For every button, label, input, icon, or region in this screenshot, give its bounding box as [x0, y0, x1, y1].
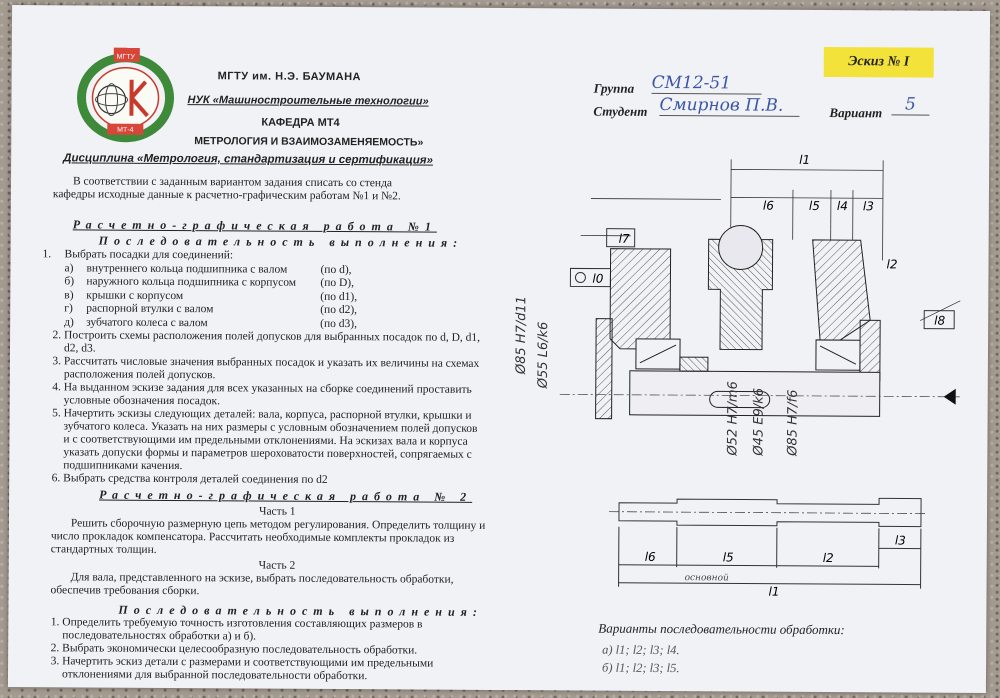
rgr1-steps: [41, 248, 502, 488]
sketch-badge: Эскиз № I: [824, 47, 934, 78]
student-value: Смирнов П.В.: [659, 95, 799, 117]
rgr1-step: 3. Рассчитать числовые значения выбранных посадок и указать их величины на схемах расположения полей допусков.: [64, 355, 484, 384]
fit-label-d3: Ø55 L6/k6: [535, 321, 552, 389]
fit-label-d1: Ø52 H7/m6: [725, 381, 741, 456]
rgr2-step: 3. Начертить эскиз детали с размерами и соответствующими им предельными отклонениями для выбранной последовательности обработки.: [62, 655, 492, 684]
dim-l8: l8: [934, 313, 946, 328]
rgr1-steps-list: [41, 329, 484, 488]
mgtu-emblem-logo: [71, 45, 180, 144]
rgr1-step: 2. Построить схемы расположения полей допусков для выбранных посадок по d, D, d1, d2, d3.: [64, 329, 484, 358]
fit-item: б) наружного кольца подшипника с корпусом (по D),: [64, 275, 355, 290]
department-code: КАФЕДРА МТ4: [261, 116, 340, 130]
part1-text: Решить сборочную размерную цепь методом регулирования. Определить толщину и число прокладок компенсатора. Рассчитать необходимые комплекты прокладок из стандартных толщин.: [50, 517, 486, 556]
shaft-sketch: [608, 487, 929, 599]
dim-l3: l3: [862, 199, 874, 214]
rgr1-step: 6. Выбрать средства контроля деталей соединения по d2: [63, 472, 483, 488]
shaft-dim-l3: l3: [894, 533, 906, 548]
variant-label: Вариант: [829, 105, 883, 121]
dim-l5: l5: [808, 198, 820, 213]
variant-a: а) l1; l2; l3; l4.: [602, 642, 680, 658]
university-name: МГТУ им. Н.Э. БАУМАНА: [217, 70, 362, 84]
rgr2-title: Расчетно-графическая работа № 2: [99, 487, 473, 504]
fit-label-D: Ø85 H7/f6: [785, 389, 801, 456]
rgr1-step: 4. На выданном эскизе задания для всех указанных на сборке соединений проставить условные обозначения посадок.: [64, 381, 484, 410]
shaft-dim-l1: l1: [768, 584, 780, 599]
fit-label-d2: Ø45 E9/k6: [751, 387, 767, 456]
dim-l1: l1: [799, 152, 811, 167]
shaft-note: основной: [684, 573, 729, 584]
dim-l6: l6: [762, 198, 774, 213]
fit-list: [42, 262, 502, 332]
variant-value: 5: [891, 94, 929, 115]
student-label: Студент: [593, 103, 648, 119]
rgr1-step-1: 1. Выбрать посадки для соединений:: [42, 248, 234, 262]
fit-item: а) внутреннего кольца подшипника с валом (по d),: [64, 261, 352, 276]
research-center: НУК «Машиностроительные технологии»: [187, 94, 429, 108]
rgr2-step: 2. Выбрать экономически целесообразную последовательность обработки.: [62, 642, 492, 658]
variant-b: б) l1; l2; l3; l5.: [602, 660, 680, 676]
fit-label-d: Ø85 H7/d11: [513, 295, 530, 375]
fit-item: д) зубчатого колеса с валом (по d3),: [64, 315, 358, 330]
fit-item: в) крышки с корпусом (по d1),: [64, 288, 358, 303]
group-label: Группа: [593, 80, 635, 96]
part1-title: Часть 1: [258, 505, 296, 518]
dim-l4: l4: [836, 199, 848, 214]
rgr2-step: 1. Определить требуемую точность изготовления составляющих размеров в последовательностях обработки а) и б).: [62, 616, 492, 645]
svg-text:МГТУ: МГТУ: [116, 53, 135, 61]
dim-l0: l0: [592, 271, 604, 286]
dim-l7: l7: [618, 231, 630, 246]
group-value: СМ12-51: [652, 73, 762, 95]
rgr2-steps-list: [40, 616, 492, 684]
discipline-title: Дисциплина «Метрология, стандартизация и сертификация»: [63, 152, 434, 167]
fit-item: г) распорной втулки с валом (по d2),: [64, 302, 358, 317]
shaft-dim-l6: l6: [644, 549, 656, 564]
rgr1-step: 5. Начертить эскизы следующих деталей: вала, корпуса, распорной втулки, крышки и зубчатого колеса. Указать на них размеры с условным обозначением полей допусков и с соответствующими им предельными отклонениями. На эскизах вала и корпуса указать допуски формы и параметров шероховатости поверхностей, сопрягаемых с подшипниками качения.: [63, 407, 483, 475]
intro-text: В соответствии с заданным вариантом задания списать со стенда кафедры исходные данные к расчетно-графическим работам №1 и №2.: [52, 175, 401, 203]
rgr1-steps-title: Последовательность выполнения:: [98, 233, 464, 250]
shaft-dim-l2: l2: [822, 550, 834, 566]
variants-title: Варианты последовательности обработки:: [598, 620, 845, 638]
department-name: МЕТРОЛОГИЯ И ВЗАИМОЗАМЕНЯЕМОСТЬ»: [194, 135, 424, 149]
part2-title: Часть 2: [258, 559, 296, 572]
svg-text:МТ-4: МТ-4: [117, 126, 134, 134]
rgr1-title: Расчетно-графическая работа №1: [72, 217, 437, 234]
task-sheet: [8, 5, 990, 693]
shaft-dim-l5: l5: [722, 550, 734, 565]
dim-l2: l2: [886, 257, 898, 272]
part2-text: Для вала, представленного на эскизе, выбрать последовательность обработки, обеспечив требования сборки.: [50, 571, 454, 598]
rgr2-steps-title: Последовательность выполнения:: [118, 602, 483, 619]
